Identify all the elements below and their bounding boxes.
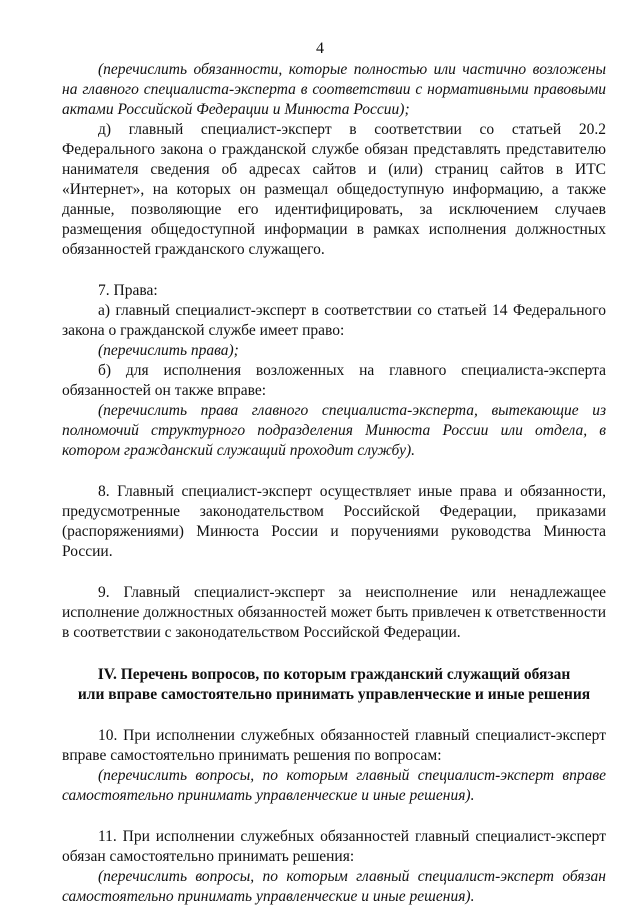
instruction-paragraph: (перечислить права главного специалиста-эксперта, вытекающие из полномочий структурного подразделения Минюста России или отдела, в котором гражданский служащий проходит службу). <box>62 402 606 459</box>
spacer <box>62 643 606 665</box>
spacer <box>62 705 606 726</box>
section-heading: или вправе самостоятельно принимать управленческие и иные решения <box>77 686 591 703</box>
paragraph: д) главный специалист-эксперт в соответствии со статьей 20.2 Федерального закона о гражданской службе обязан представлять представителю нанимателя сведения об адресах сайтов и (или) страниц сайтов в ИТС «Интернет», на которых он размещал общедоступную информацию, а также данные, позволяющие его идентифицировать, за исключением случаев размещения общедоступной информации в рамках исполнения должностных обязанностей гражданского служащего. <box>62 121 606 258</box>
spacer <box>62 806 606 827</box>
paragraph: а) главный специалист-эксперт в соответствии со статьей 14 Федерального закона о гражданской службе имеет право: <box>62 302 606 339</box>
instruction-paragraph: (перечислить права); <box>98 342 239 359</box>
paragraph: б) для исполнения возложенных на главного специалиста-эксперта обязанностей он также вправе: <box>62 362 606 399</box>
instruction-paragraph: (перечислить вопросы, по которым главный специалист-эксперт обязан самостоятельно принимать управленческие и иные решения). <box>62 868 606 905</box>
paragraph: 10. При исполнении служебных обязанностей главный специалист-эксперт вправе самостоятельно принимать решения по вопросам: <box>62 727 606 764</box>
paragraph: 9. Главный специалист-эксперт за неисполнение или ненадлежащее исполнение должностных обязанностей может быть привлечен к ответственности в соответствии с законодательством Российской Федерации. <box>62 584 606 641</box>
paragraph: 8. Главный специалист-эксперт осуществляет иные права и обязанности, предусмотренные законодательством Российской Федерации, приказами (распоряжениями) Минюста России и поручениями руководства Минюста России. <box>62 483 606 560</box>
paragraph: 11. При исполнении служебных обязанностей главный специалист-эксперт обязан самостоятельно принимать решения: <box>62 828 606 865</box>
document-body <box>62 60 606 907</box>
instruction-paragraph: (перечислить вопросы, по которым главный специалист-эксперт вправе самостоятельно принимать управленческие и иные решения). <box>62 767 606 804</box>
page-number: 4 <box>316 40 324 57</box>
spacer <box>62 260 606 281</box>
section-heading: IV. Перечень вопросов, по которым гражданский служащий обязан <box>97 666 571 683</box>
spacer <box>62 562 606 583</box>
spacer <box>62 461 606 482</box>
paragraph: 7. Права: <box>98 282 158 299</box>
instruction-paragraph: (перечислить обязанности, которые полностью или частично возложены на главного специалиста-эксперта в соответствии с нормативными правовыми актами Российской Федерации и Минюста России); <box>62 61 606 118</box>
